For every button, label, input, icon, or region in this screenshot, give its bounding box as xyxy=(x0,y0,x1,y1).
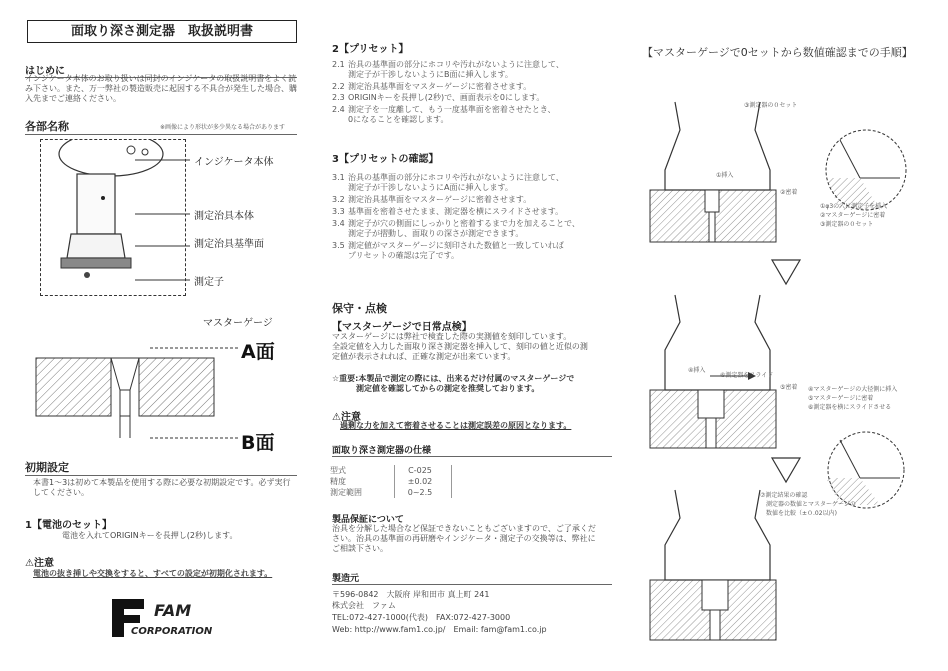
caution-text: 電池の抜き挿しや交換をすると、すべての設定が初期化されます。 xyxy=(33,569,273,578)
step3-note-1: ⑦測定結果の確認 xyxy=(760,492,808,499)
step1-note-1: ①φ3の穴に測定子を挿入 xyxy=(820,203,888,210)
preset-step-num: 2.1 xyxy=(332,60,345,69)
spec-value: ±0.02 xyxy=(395,476,452,487)
part-label-probe: 測定子 xyxy=(194,277,224,288)
warranty-heading: 製品保証について xyxy=(332,515,404,525)
preset-step-num: 2.3 xyxy=(332,93,345,102)
caution2-heading: ⚠注意 xyxy=(332,412,361,423)
parts-note: ※画像により形状が多少異なる場合があります xyxy=(160,124,286,131)
maintenance-heading: 保守・点検 xyxy=(332,302,387,315)
confirm-step-text: 測定治具基準面をマスターゲージに密着させます。 xyxy=(348,195,532,204)
confirm-step-num: 3.4 xyxy=(332,219,345,228)
part-label-jig-body: 測定治具本体 xyxy=(194,211,254,222)
preset-step-num: 2.2 xyxy=(332,82,345,91)
preset-heading: 2【プリセット】 xyxy=(332,44,409,55)
caution2-text: 過剰な力を加えて密着させることは測定誤差の原因となります。 xyxy=(340,421,572,430)
logo-fam-text: FAM xyxy=(154,601,192,620)
step3-note-3: 数値を比較（±０.02以内) xyxy=(766,510,837,517)
spec-key: 型式 xyxy=(330,466,346,475)
maker-tel-fax: TEL:072-427-1000(代表) FAX:072-427-3000 xyxy=(332,613,511,622)
daily-check-text: マスターゲージには弊社で検査した際の実測値を刻印しています。 全設定値を入力した面取り深さ測定器を挿入して、刻印の値と近似の測 定値が表示されれば、正確な測定が出来ています。 xyxy=(332,332,588,361)
spec-row xyxy=(330,465,508,476)
maker-address: 〒596-0842 大阪府 岸和田市 真上町 241 xyxy=(332,590,490,599)
init-heading: 初期設定 xyxy=(25,459,297,476)
confirm-step-num: 3.2 xyxy=(332,195,345,204)
spec-key: 測定範囲 xyxy=(330,488,362,497)
master-gauge-label: マスターゲージ xyxy=(203,318,273,329)
face-a-label: A面 xyxy=(241,341,275,363)
preset-step-text: 治具の基準面の部分にホコリや汚れがないように注意して、 測定子が干渉しないようにB面に挿入します。 xyxy=(348,60,564,79)
warranty-text: 治具を分解した場合など保証できないこともございますので、ご了承くだ さい。治具の基準面の再研磨やインジケータ・測定子の交換等は、弊社に ご相談下さい。 xyxy=(332,524,596,553)
caution-heading: ⚠注意 xyxy=(25,558,54,569)
maker-company: 株式会社 ファム xyxy=(332,601,396,610)
step1-title: ③測定器の０セット xyxy=(744,102,798,109)
step1-insert-label: ①挿入 xyxy=(716,172,734,179)
intro-heading: はじめに xyxy=(25,62,297,78)
spec-row xyxy=(330,476,508,487)
step1-note-3: ③測定器の０セット xyxy=(820,221,874,228)
step2-insert-label: ④挿入 xyxy=(688,367,706,374)
preset-steps xyxy=(332,60,612,140)
confirm-steps xyxy=(332,173,622,268)
spec-value: 0~2.5 xyxy=(395,487,452,498)
battery-heading: 1【電池のセット】 xyxy=(25,520,112,531)
preset-step-text: 測定治具基準面をマスターゲージに密着させます。 xyxy=(348,82,532,91)
spec-value: C-025 xyxy=(395,465,452,476)
step2-note-3: ⑥測定器を横にスライドさせる xyxy=(808,404,892,411)
procedure-heading: 【マスターゲージで0セットから数値確認までの手順】 xyxy=(642,46,913,59)
step2-slide-label: ⑥測定器をスライド xyxy=(720,372,774,379)
step2-note-1: ④マスターゲージの大径側に挿入 xyxy=(808,386,898,393)
preset-step-text: ORIGINキーを長押し(2秒)で、画面表示を0にします。 xyxy=(348,93,545,102)
confirm-step-text: 治具の基準面の部分にホコリや汚れがないように注意して、 測定子が干渉しないようにA面に挿入します。 xyxy=(348,173,564,192)
procedure-diagram xyxy=(640,60,940,660)
parts-heading: 各部名称 xyxy=(25,118,297,135)
battery-text: 電池を入れてORIGINキーを長押し(2秒)します。 xyxy=(62,531,238,540)
spec-heading: 面取り深さ測定器の仕様 xyxy=(332,443,612,457)
part-label-reference-surface: 測定治具基準面 xyxy=(194,239,264,250)
important-note: ☆重要:本製品で測定の際には、出来るだけ付属のマスターゲージで 測定値を確認してからの測定を推奨しております。 xyxy=(332,374,575,393)
parts-leader-lines xyxy=(135,150,195,290)
step2-note-2: ⑤マスターゲージに密着 xyxy=(808,395,874,402)
confirm-step-text: 測定子が穴の側面にしっかりと密着するまで力を加えることで、 測定子が摺動し、面取りの深さが測定できます。 xyxy=(348,219,580,238)
step1-note-2: ②マスターゲージに密着 xyxy=(820,212,886,219)
confirm-step-text: 測定値がマスターゲージに刻印された数値と一致していれば プリセットの確認は完了です。 xyxy=(348,241,564,260)
maker-web-email: Web: http://www.fam1.co.jp/ Email: fam@fam1.co.jp xyxy=(332,625,547,634)
spec-table xyxy=(330,465,508,498)
face-b-label: B面 xyxy=(241,432,275,454)
intro-text: インジケータ本体のお取り扱いは同封のインジケータの取扱説明書をよく読み下さい。また、万一弊社の製造販売に起因する不具合が発生した場合、購入先までご連絡ください。 xyxy=(25,74,297,103)
master-gauge-drawing xyxy=(30,340,245,450)
confirm-step-num: 3.5 xyxy=(332,241,345,250)
part-label-indicator: インジケータ本体 xyxy=(194,157,274,168)
manual-title: 面取り深さ測定器 取扱説明書 xyxy=(27,20,297,43)
maker-heading: 製造元 xyxy=(332,571,612,585)
step1-contact-label: ②密着 xyxy=(780,189,798,196)
spec-key: 精度 xyxy=(330,477,346,486)
confirm-heading: 3【プリセットの確認】 xyxy=(332,154,439,165)
confirm-step-num: 3.1 xyxy=(332,173,345,182)
step2-contact-label: ⑤密着 xyxy=(780,384,798,391)
step3-note-2: 測定器の数値とマスターゲージの xyxy=(766,501,856,508)
confirm-step-text: 基準面を密着させたまま、測定器を横にスライドさせます。 xyxy=(348,207,564,216)
confirm-step-num: 3.3 xyxy=(332,207,345,216)
daily-check-heading: 【マスターゲージで日常点検】 xyxy=(332,322,472,333)
preset-step-text: 測定子を一度離して、もう一度基準面を密着させたとき、 0になることを確認します。 xyxy=(348,105,556,124)
logo-corporation-text: CORPORATION xyxy=(131,626,213,637)
init-text: 本書1〜3は初めて本製品を使用する際に必要な初期設定です。必ず実行してください。 xyxy=(33,478,291,497)
preset-step-num: 2.4 xyxy=(332,105,345,114)
spec-row xyxy=(330,487,508,498)
